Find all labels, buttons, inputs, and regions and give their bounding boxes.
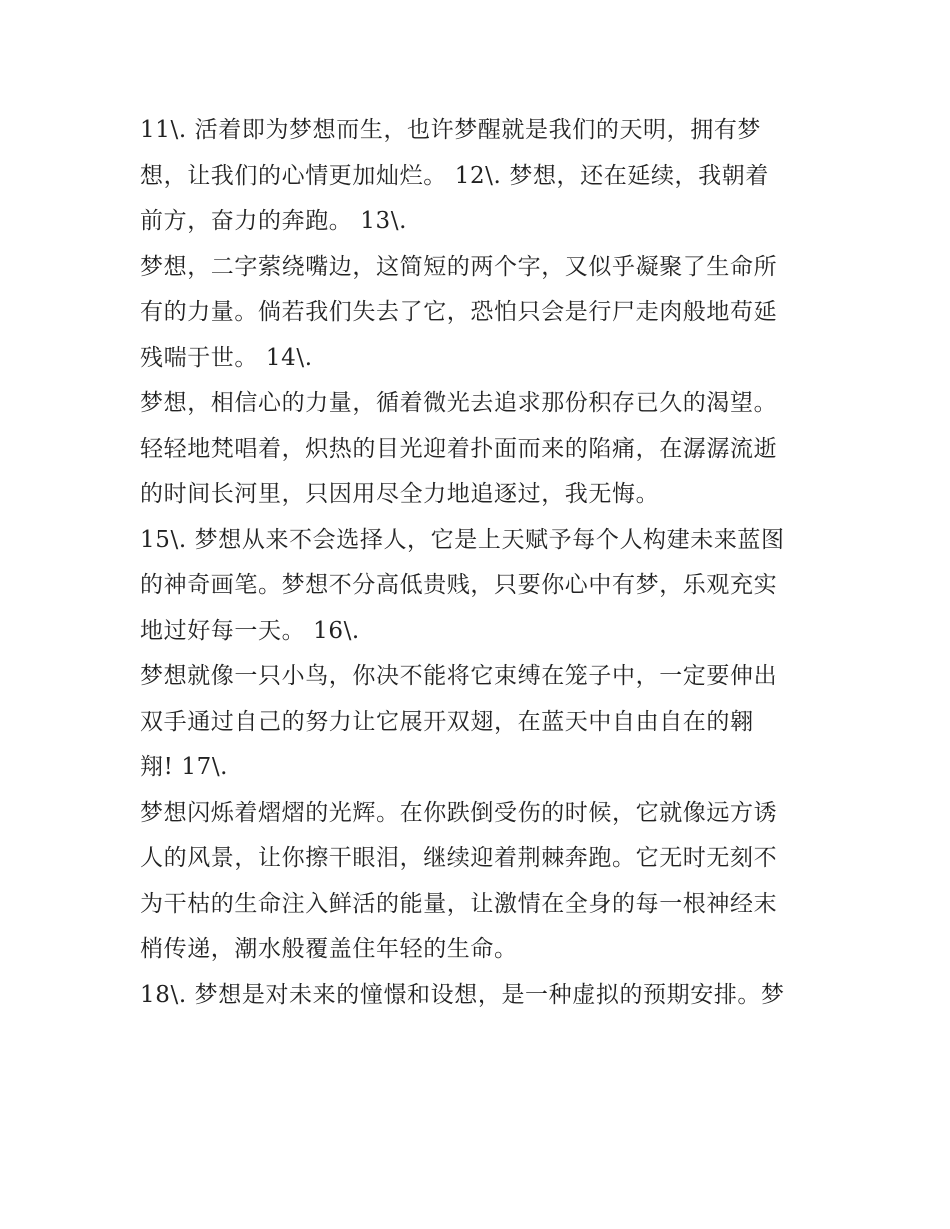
text-line: 有的力量。倘若我们失去了它，恐怕只会是行尸走肉般地苟延 [140, 299, 778, 325]
body-text [140, 108, 820, 1018]
text-line: 的时间长河里，只因用尽全力地追逐过，我无悔。 [140, 481, 660, 507]
text-line: 人的风景，让你擦干眼泪，继续迎着荆棘奔跑。它无时无刻不 [140, 845, 778, 871]
text-line: 双手通过自己的努力让它展开双翅，在蓝天中自由自在的翱 [140, 708, 754, 735]
text-line: 11\. 活着即为梦想而生，也许梦醒就是我们的天明，拥有梦 [140, 117, 762, 143]
text-line: 梦想闪烁着熠熠的光辉。在你跌倒受伤的时候，它就像远方诱 [140, 799, 778, 826]
text-line: 翔! 17\. [140, 754, 229, 780]
text-line: 15\. 梦想从来不会选择人，它是上天赋予每个人构建未来蓝图 [140, 526, 785, 553]
text-line: 梦想就像一只小鸟，你决不能将它束缚在笼子中，一定要伸出 [140, 663, 778, 689]
text-line: 18\. 梦想是对未来的憧憬和设想，是一种虚拟的预期安排。梦 [140, 981, 785, 1008]
text-line: 残喘于世。 14\. [140, 344, 313, 371]
text-line: 的神奇画笔。梦想不分高低贵贱，只要你心中有梦，乐观充实 [140, 572, 778, 598]
text-line: 梦想，二字萦绕嘴边，这简短的两个字，又似乎凝聚了生命所 [140, 253, 778, 280]
text-line: 前方，奋力的奔跑。 13\. [140, 208, 408, 234]
text-line: 地过好每一天。 16\. [140, 617, 360, 644]
text-line: 梢传递，潮水般覆盖住年轻的生命。 [140, 936, 518, 962]
text-line: 梦想，相信心的力量，循着微光去追求那份积存已久的渴望。 [140, 390, 778, 416]
text-line: 为干枯的生命注入鲜活的能量，让激情在全身的每一根神经末 [140, 890, 778, 917]
text-line: 想，让我们的心情更加灿烂。 12\. 梦想，还在延续，我朝着 [140, 162, 769, 189]
text-line: 轻轻地梵唱着，炽热的目光迎着扑面而来的陷痛，在潺潺流逝 [140, 435, 778, 462]
